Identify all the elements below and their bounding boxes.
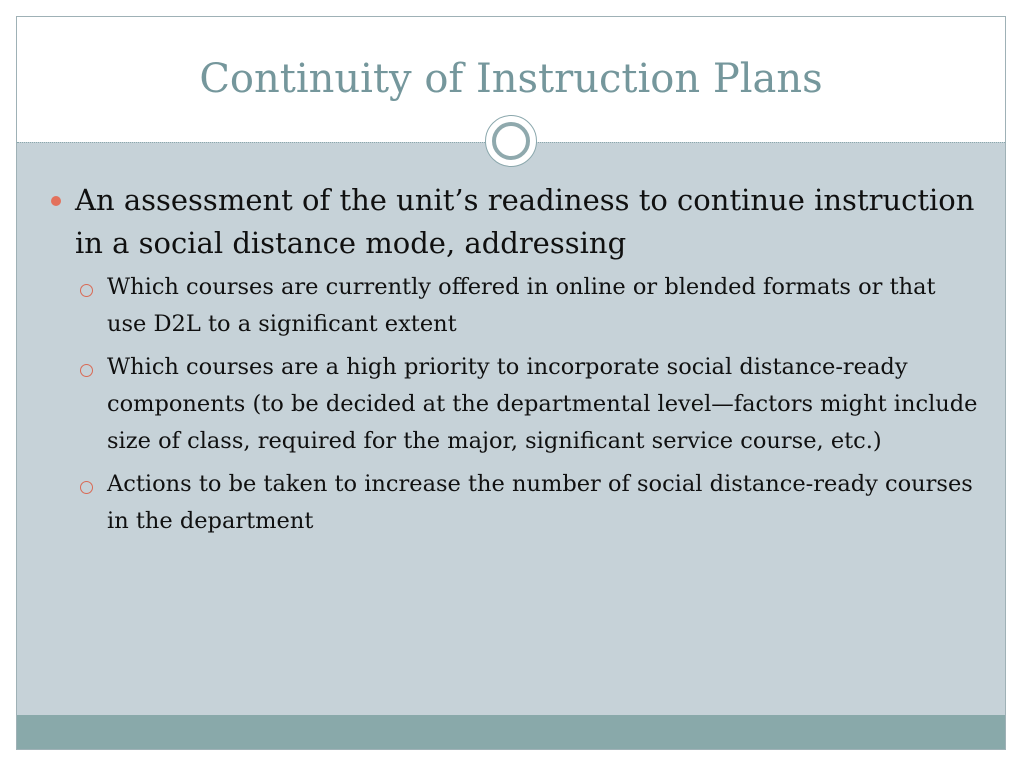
sub-bullet-text: Which courses are a high priority to incorporate social distance-ready components (to be decided at the departmental level—factors might include size of class, required for the major, significant service course, etc.) <box>107 354 978 454</box>
sub-bullet-text: Actions to be taken to increase the number of social distance-ready courses in the department <box>107 471 973 534</box>
sub-bullet-item <box>49 466 979 540</box>
bullet-text: An assessment of the unit’s readiness to continue instruction in a social distance mode, addressing <box>75 183 975 260</box>
sub-bullet-item <box>49 349 979 460</box>
slide-title: Continuity of Instruction Plans <box>199 56 823 102</box>
bullet-ring-icon <box>80 284 93 297</box>
bullet-ring-icon <box>80 481 93 494</box>
slide <box>16 16 1006 750</box>
footer-band <box>17 715 1005 749</box>
bullet-ring-icon <box>80 364 93 377</box>
bullet-dot-icon <box>51 196 61 206</box>
slide-content <box>49 179 979 546</box>
bullet-item <box>49 179 979 265</box>
sub-bullet-item <box>49 269 979 343</box>
ring-ornament-icon <box>485 115 537 167</box>
sub-bullet-text: Which courses are currently offered in online or blended formats or that use D2L to a significant extent <box>107 274 936 337</box>
